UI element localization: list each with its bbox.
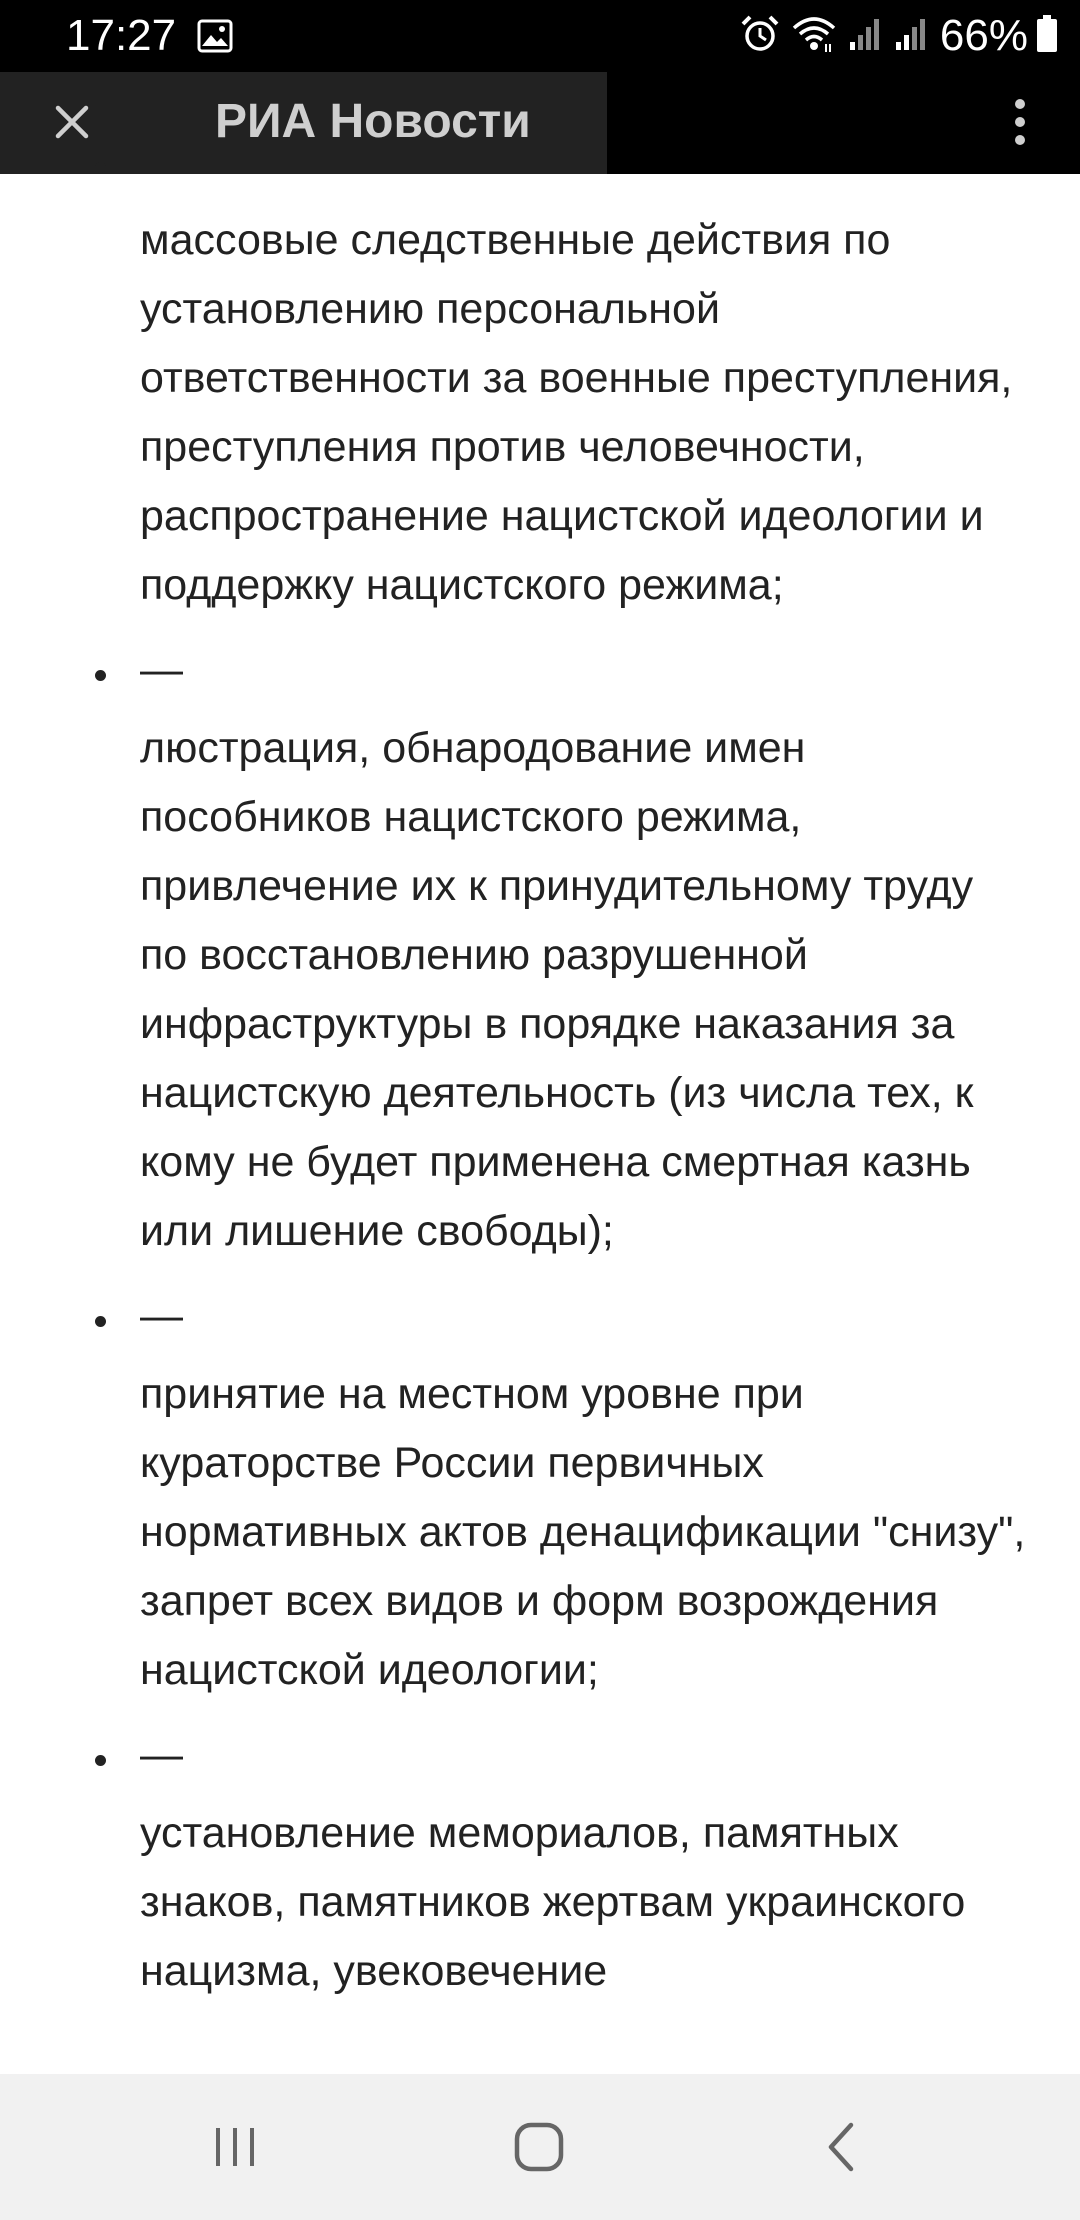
list-item bbox=[0, 1729, 1080, 2006]
list-item-text: люстрация, обнародование имен пособников нацистского режима, привлечение их к принудительному труду по восстановлению разрушенной инфраструктуры в порядке наказания за нацистскую деятельность (из числа тех, к кому не будет применена смертная казнь или лишение свободы); bbox=[140, 724, 974, 1255]
article-content[interactable] bbox=[0, 138, 1080, 2074]
list-item bbox=[0, 644, 1080, 1266]
back-icon bbox=[821, 2121, 861, 2173]
navigation-bar bbox=[0, 2074, 1080, 2220]
battery-icon bbox=[1036, 15, 1058, 58]
wifi-icon bbox=[792, 14, 836, 59]
bullet-icon bbox=[95, 1755, 106, 1766]
status-bar bbox=[0, 0, 1080, 72]
recent-apps-icon bbox=[212, 2124, 258, 2170]
list-item bbox=[0, 1290, 1080, 1705]
list-item-text: установление мемориалов, памятных знаков, памятников жертвам украинского нацизма, увековечение bbox=[140, 1809, 966, 1995]
battery-percentage: 66% bbox=[939, 11, 1028, 60]
list-item-dash: — bbox=[140, 138, 183, 186]
recent-apps-button[interactable] bbox=[190, 2104, 280, 2190]
signal-icon bbox=[894, 16, 928, 57]
article-list bbox=[0, 136, 1080, 2030]
bullet-icon bbox=[95, 162, 106, 173]
page-title: РИА Новости bbox=[215, 95, 531, 148]
signal-icon bbox=[848, 16, 882, 57]
gallery-icon bbox=[198, 20, 232, 52]
back-button[interactable] bbox=[796, 2104, 886, 2190]
list-item-text: принятие на местном уровне при кураторстве России первичных нормативных актов денацификации "снизу", запрет всех видов и форм возрождения нацистской идеологии; bbox=[140, 1370, 1026, 1694]
home-icon bbox=[513, 2121, 565, 2173]
status-icons bbox=[740, 10, 1058, 62]
list-item bbox=[0, 136, 1080, 620]
list-item-dash: — bbox=[140, 1731, 183, 1779]
bullet-icon bbox=[95, 670, 106, 681]
status-time: 17:27 bbox=[66, 11, 177, 60]
alarm-icon bbox=[740, 14, 780, 59]
list-item-dash: — bbox=[140, 1292, 183, 1340]
bullet-icon bbox=[95, 1316, 106, 1327]
home-button[interactable] bbox=[494, 2104, 584, 2190]
list-item-dash: — bbox=[140, 646, 183, 694]
list-item-text: массовые следственные действия по установлению персональной ответственности за военные преступления, преступления против человечности, распространение нацистской идеологии и поддержку нацистского режима; bbox=[140, 216, 1013, 609]
